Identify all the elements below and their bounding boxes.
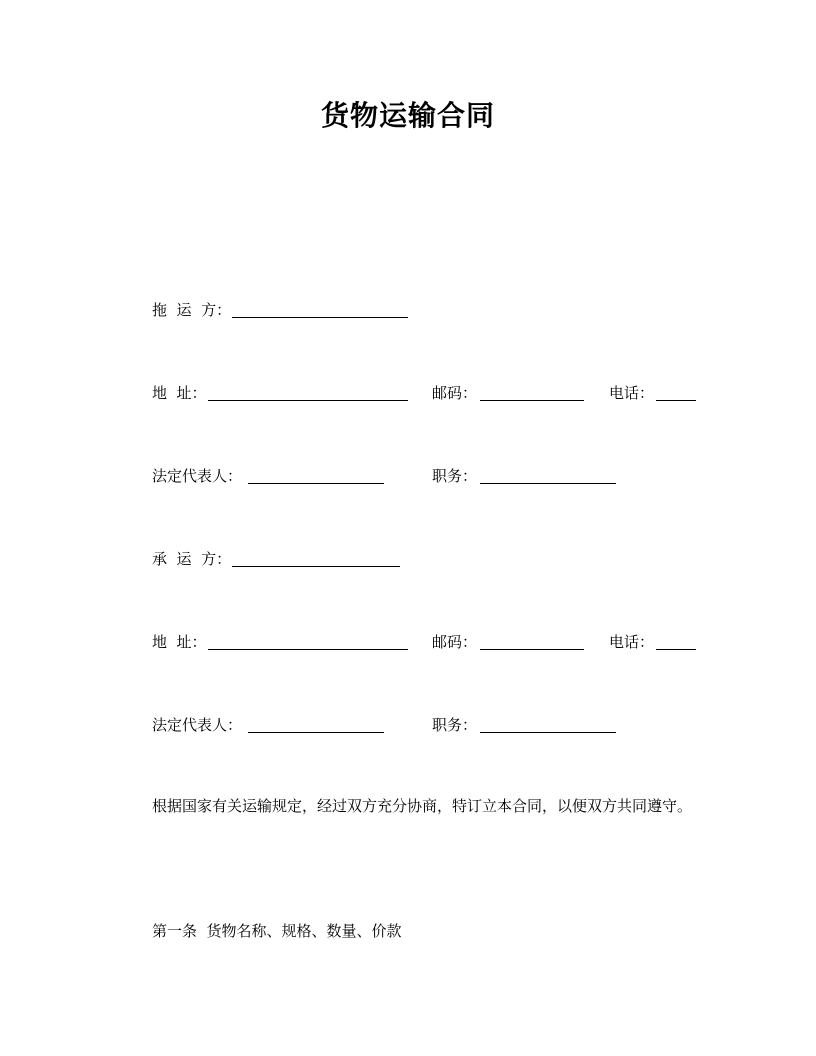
- shipper-address-row: [0, 382, 816, 406]
- shipper-postcode-blank[interactable]: [480, 400, 584, 401]
- carrier-address-row: [0, 631, 816, 655]
- carrier-rep-row: [0, 714, 816, 738]
- shipper-phone-blank[interactable]: [656, 400, 696, 401]
- carrier-legal-rep-label: 法定代表人：: [152, 716, 243, 734]
- document-title: 货物运输合同: [320, 99, 495, 132]
- shipper-rep-row: [0, 465, 816, 489]
- carrier-address-blank[interactable]: [208, 649, 408, 650]
- carrier-legal-rep-blank[interactable]: [248, 732, 384, 733]
- shipper-legal-rep-label: 法定代表人：: [152, 467, 243, 485]
- shipper-address-label: 地 址：: [152, 384, 207, 402]
- shipper-phone-label: 电话：: [609, 384, 655, 402]
- shipper-row: [0, 299, 816, 323]
- preamble-paragraph: 根据国家有关运输规定，经过双方充分协商，特订立本合同，以便双方共同遵守。: [152, 797, 693, 815]
- carrier-position-blank[interactable]: [480, 732, 616, 733]
- carrier-postcode-blank[interactable]: [480, 649, 584, 650]
- carrier-phone-label: 电话：: [609, 633, 655, 651]
- shipper-legal-rep-blank[interactable]: [248, 483, 384, 484]
- shipper-label: 拖 运 方：: [152, 301, 232, 319]
- shipper-position-blank[interactable]: [480, 483, 616, 484]
- shipper-postcode-label: 邮码：: [432, 384, 478, 402]
- shipper-position-label: 职务：: [432, 467, 478, 485]
- shipper-blank[interactable]: [232, 317, 408, 318]
- carrier-blank[interactable]: [232, 566, 400, 567]
- carrier-position-label: 职务：: [432, 716, 478, 734]
- carrier-address-label: 地 址：: [152, 633, 207, 651]
- carrier-row: [0, 548, 816, 572]
- article-1-heading: 第一条 货物名称、规格、数量、价款: [152, 922, 402, 940]
- carrier-postcode-label: 邮码：: [432, 633, 478, 651]
- carrier-phone-blank[interactable]: [656, 649, 696, 650]
- carrier-label: 承 运 方：: [152, 550, 232, 568]
- shipper-address-blank[interactable]: [208, 400, 408, 401]
